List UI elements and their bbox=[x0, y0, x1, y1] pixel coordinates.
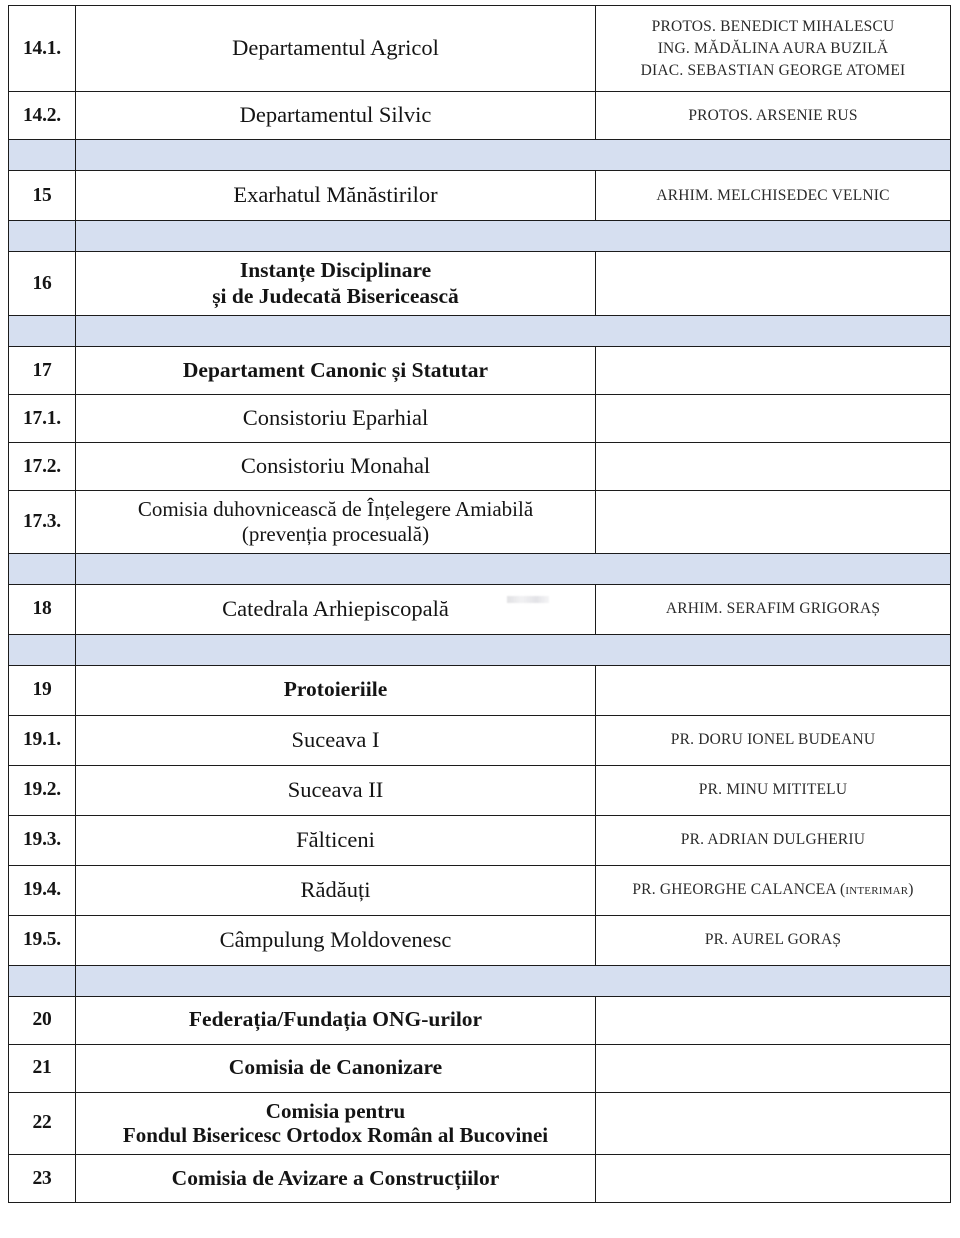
row-name-cell: Consistoriu Eparhial bbox=[76, 395, 596, 443]
table-separator-band bbox=[9, 553, 951, 584]
separator-cell bbox=[9, 140, 76, 171]
row-name-line: Comisia duhovnicească de Înțelegere Amiabilă bbox=[137, 497, 534, 521]
separator-cell bbox=[76, 965, 596, 996]
row-name-cell bbox=[76, 252, 596, 316]
separator-cell bbox=[76, 316, 596, 347]
person-name: ARHIM. MELCHISEDEC VELNIC bbox=[656, 186, 890, 204]
row-name-cell: Exarhatul Mănăstirilor bbox=[76, 171, 596, 221]
row-person-cell bbox=[596, 171, 951, 221]
table-row bbox=[9, 765, 951, 815]
row-person-cell bbox=[596, 1155, 951, 1203]
row-name-cell: Consistoriu Monahal bbox=[76, 443, 596, 491]
row-index-cell: 19.4. bbox=[9, 865, 76, 915]
row-index-cell: 17.2. bbox=[9, 443, 76, 491]
person-name: ARHIM. SERAFIM GRIGORAȘ bbox=[665, 600, 881, 618]
table-row bbox=[9, 92, 951, 140]
row-name-line: Instanțe Disciplinare bbox=[239, 258, 432, 283]
separator-cell bbox=[9, 221, 76, 252]
separator-cell bbox=[76, 221, 596, 252]
table-row bbox=[9, 865, 951, 915]
row-name-line: Fondul Bisericesc Ortodox Român al Bucovinei bbox=[122, 1123, 549, 1148]
row-name-cell: Rădăuți bbox=[76, 865, 596, 915]
table-row bbox=[9, 171, 951, 221]
row-name-cell bbox=[76, 1092, 596, 1155]
row-name-cell: Comisia de Avizare a Construcțiilor bbox=[76, 1155, 596, 1203]
person-name: PR. AUREL GORAȘ bbox=[704, 931, 842, 949]
person-name: PROTOS. BENEDICT MIHALESCU bbox=[651, 17, 895, 35]
person-name: DIAC. SEBASTIAN GEORGE ATOMEI bbox=[640, 61, 906, 79]
separator-cell bbox=[76, 553, 596, 584]
separator-cell bbox=[9, 634, 76, 665]
row-index-cell: 18 bbox=[9, 584, 76, 634]
row-person-cell bbox=[596, 252, 951, 316]
row-index-cell: 22 bbox=[9, 1092, 76, 1155]
table-row bbox=[9, 491, 951, 554]
row-person-cell bbox=[596, 395, 951, 443]
row-person-cell bbox=[596, 996, 951, 1044]
row-name-cell: Comisia de Canonizare bbox=[76, 1044, 596, 1092]
table-row bbox=[9, 915, 951, 965]
row-index-cell: 17.3. bbox=[9, 491, 76, 554]
separator-cell bbox=[596, 965, 951, 996]
table-row bbox=[9, 584, 951, 634]
row-index-cell: 23 bbox=[9, 1155, 76, 1203]
separator-cell bbox=[76, 140, 596, 171]
person-name: PR. MINU MITITELU bbox=[698, 781, 848, 799]
row-name-cell: Protoieriile bbox=[76, 665, 596, 715]
row-index-cell: 16 bbox=[9, 252, 76, 316]
row-index-cell: 19.5. bbox=[9, 915, 76, 965]
separator-cell bbox=[9, 965, 76, 996]
table-row bbox=[9, 996, 951, 1044]
row-person-cell bbox=[596, 765, 951, 815]
organizational-structure-table bbox=[8, 5, 951, 1203]
row-person-cell bbox=[596, 715, 951, 765]
row-name-cell: Federația/Fundația ONG-urilor bbox=[76, 996, 596, 1044]
row-index-cell: 14.2. bbox=[9, 92, 76, 140]
person-name: PR. DORU IONEL BUDEANU bbox=[670, 731, 876, 749]
row-index-cell: 20 bbox=[9, 996, 76, 1044]
row-name-line: (prevenția procesuală) bbox=[241, 521, 430, 546]
row-name-cell: Suceava II bbox=[76, 765, 596, 815]
separator-cell bbox=[596, 553, 951, 584]
table-row bbox=[9, 1044, 951, 1092]
person-name: ING. MĂDĂLINA AURA BUZILĂ bbox=[657, 39, 889, 57]
table-row bbox=[9, 347, 951, 395]
row-person-cell bbox=[596, 92, 951, 140]
row-person-cell bbox=[596, 1092, 951, 1155]
table-separator-band bbox=[9, 316, 951, 347]
table-row bbox=[9, 665, 951, 715]
row-index-cell: 19.2. bbox=[9, 765, 76, 815]
table-row bbox=[9, 252, 951, 316]
row-person-cell bbox=[596, 584, 951, 634]
row-name-line: și de Judecată Bisericească bbox=[212, 283, 459, 308]
person-name: PR. ADRIAN DULGHERIU bbox=[680, 831, 866, 849]
separator-cell bbox=[596, 221, 951, 252]
row-name-cell: Departamentul Silvic bbox=[76, 92, 596, 140]
row-index-cell: 19.1. bbox=[9, 715, 76, 765]
separator-cell bbox=[76, 634, 596, 665]
row-index-cell: 15 bbox=[9, 171, 76, 221]
separator-cell bbox=[596, 140, 951, 171]
table-row bbox=[9, 443, 951, 491]
table-row bbox=[9, 715, 951, 765]
table-row bbox=[9, 6, 951, 92]
separator-cell bbox=[596, 316, 951, 347]
row-person-cell bbox=[596, 665, 951, 715]
row-person-cell bbox=[596, 865, 951, 915]
row-index-cell: 21 bbox=[9, 1044, 76, 1092]
table-separator-band bbox=[9, 140, 951, 171]
row-name-cell: Fălticeni bbox=[76, 815, 596, 865]
row-name-line: Comisia pentru bbox=[265, 1098, 406, 1123]
table-separator-band bbox=[9, 221, 951, 252]
table-separator-band bbox=[9, 634, 951, 665]
row-person-cell bbox=[596, 491, 951, 554]
row-person-cell bbox=[596, 6, 951, 92]
row-index-cell: 19.3. bbox=[9, 815, 76, 865]
row-name-cell bbox=[76, 491, 596, 554]
row-name-cell: Catedrala Arhiepiscopală bbox=[76, 584, 596, 634]
row-index-cell: 17.1. bbox=[9, 395, 76, 443]
table-row bbox=[9, 395, 951, 443]
person-name: PR. GHEORGHE CALANCEA (interimar) bbox=[632, 881, 914, 899]
table-body bbox=[9, 6, 951, 1203]
row-person-cell bbox=[596, 815, 951, 865]
table-row bbox=[9, 815, 951, 865]
row-name-cell: Departament Canonic și Statutar bbox=[76, 347, 596, 395]
row-person-cell bbox=[596, 915, 951, 965]
row-person-cell bbox=[596, 443, 951, 491]
table-row bbox=[9, 1092, 951, 1155]
row-person-cell bbox=[596, 347, 951, 395]
separator-cell bbox=[9, 553, 76, 584]
row-index-cell: 14.1. bbox=[9, 6, 76, 92]
table-row bbox=[9, 1155, 951, 1203]
row-index-cell: 19 bbox=[9, 665, 76, 715]
table-separator-band bbox=[9, 965, 951, 996]
row-name-cell: Suceava I bbox=[76, 715, 596, 765]
person-name: PROTOS. ARSENIE RUS bbox=[688, 106, 858, 124]
row-name-cell: Câmpulung Moldovenesc bbox=[76, 915, 596, 965]
row-name-cell: Departamentul Agricol bbox=[76, 6, 596, 92]
separator-cell bbox=[9, 316, 76, 347]
separator-cell bbox=[596, 634, 951, 665]
row-index-cell: 17 bbox=[9, 347, 76, 395]
row-person-cell bbox=[596, 1044, 951, 1092]
